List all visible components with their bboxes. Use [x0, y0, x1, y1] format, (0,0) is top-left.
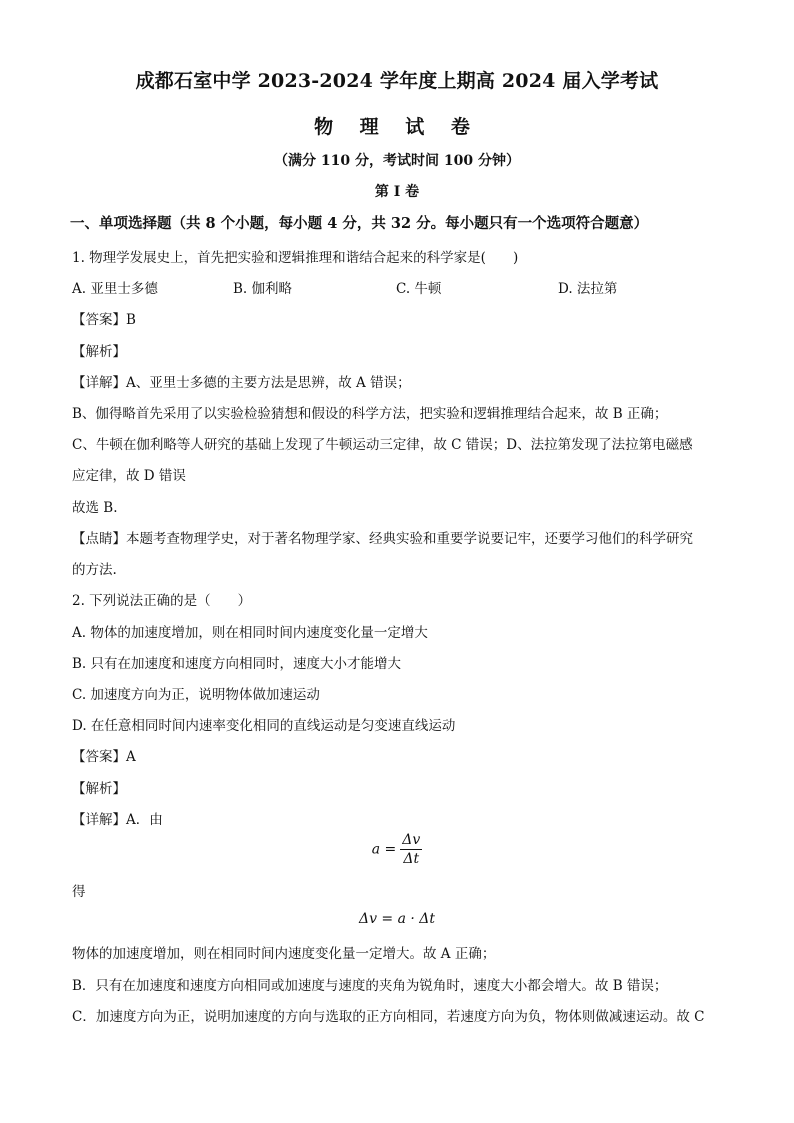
volume-label: 第 I 卷 — [374, 184, 420, 200]
q1-option-d: D. 法拉第 — [558, 281, 618, 297]
q1-analysis-label: 【解析】 — [72, 344, 126, 360]
q1-detail-line: 【详解】A、亚里士多德的主要方法是思辨，故 A 错误； — [72, 375, 411, 391]
exam-note: （满分 110 分，考试时间 100 分钟） — [274, 153, 520, 169]
q1-answer: 【答案】B — [72, 312, 136, 328]
q2-detail-line: C．加速度方向为正，说明加速度的方向与选取的正方向相同，若速度方向为负，物体则做减速运动。故 C — [72, 1009, 705, 1025]
formula-acceleration — [0, 832, 794, 867]
q2-answer: 【答案】A — [72, 749, 136, 765]
q2-detail-line: 物体的加速度增加，则在相同时间内速度变化量一定增大。故 A 正确； — [72, 946, 496, 962]
q2-detail-line: B．只有在加速度和速度方向相同或加速度与速度的夹角为锐角时，速度大小都会增大。故 B 错误； — [72, 978, 668, 994]
q2-detail-intro: 【详解】A．由 — [72, 812, 163, 828]
q1-option-b: B. 伽利略 — [233, 281, 293, 297]
formula-numerator: Δv — [402, 832, 421, 848]
exam-subtitle: 物 理 试 卷 — [314, 116, 480, 138]
q2-analysis-label: 【解析】 — [72, 781, 126, 797]
formula-lhs: a = — [371, 841, 397, 858]
formula-fraction — [400, 832, 422, 867]
q1-stem: 1. 物理学发展史上，首先把实验和逻辑推理和谐结合起来的科学家是( ) — [72, 250, 519, 266]
q1-detail-line: B、伽得略首先采用了以实验检验猜想和假设的科学方法，把实验和逻辑推理结合起来，故 B 正确； — [72, 406, 668, 422]
section-heading: 一、单项选择题（共 8 个小题，每小题 4 分，共 32 分。每小题只有一个选项符合题意） — [70, 215, 649, 232]
exam-title: 成都石室中学 2023-2024 学年度上期高 2024 届入学考试 — [135, 70, 659, 92]
q2-de: 得 — [72, 884, 86, 900]
q1-option-c: C. 牛顿 — [396, 281, 442, 297]
q2-option-a: A. 物体的加速度增加，则在相同时间内速度变化量一定增大 — [72, 625, 428, 641]
q2-option-b: B. 只有在加速度和速度方向相同时，速度大小才能增大 — [72, 656, 402, 672]
q1-detail-line: C、牛顿在伽利略等人研究的基础上发现了牛顿运动三定律，故 C 错误；D、法拉第发现了法拉第电磁感 — [72, 437, 693, 453]
q2-option-d: D. 在任意相同时间内速率变化相同的直线运动是匀变速直线运动 — [72, 718, 456, 734]
q1-detail-line: 应定律，故 D 错误 — [72, 468, 186, 484]
q1-choose: 故选 B. — [72, 500, 118, 516]
q2-stem: 2. 下列说法正确的是（ ） — [72, 593, 252, 609]
q1-option-a: A. 亚里士多德 — [72, 281, 158, 297]
q1-comment-line: 【点睛】本题考查物理学史，对于著名物理学家、经典实验和重要学说要记牢，还要学习他们的科学研究 — [72, 531, 693, 547]
q2-option-c: C. 加速度方向为正，说明物体做加速运动 — [72, 687, 320, 703]
formula-velocity-change: Δv = a · Δt — [358, 911, 436, 927]
q1-comment-line: 的方法. — [72, 562, 117, 578]
formula-denominator: Δt — [403, 851, 420, 867]
